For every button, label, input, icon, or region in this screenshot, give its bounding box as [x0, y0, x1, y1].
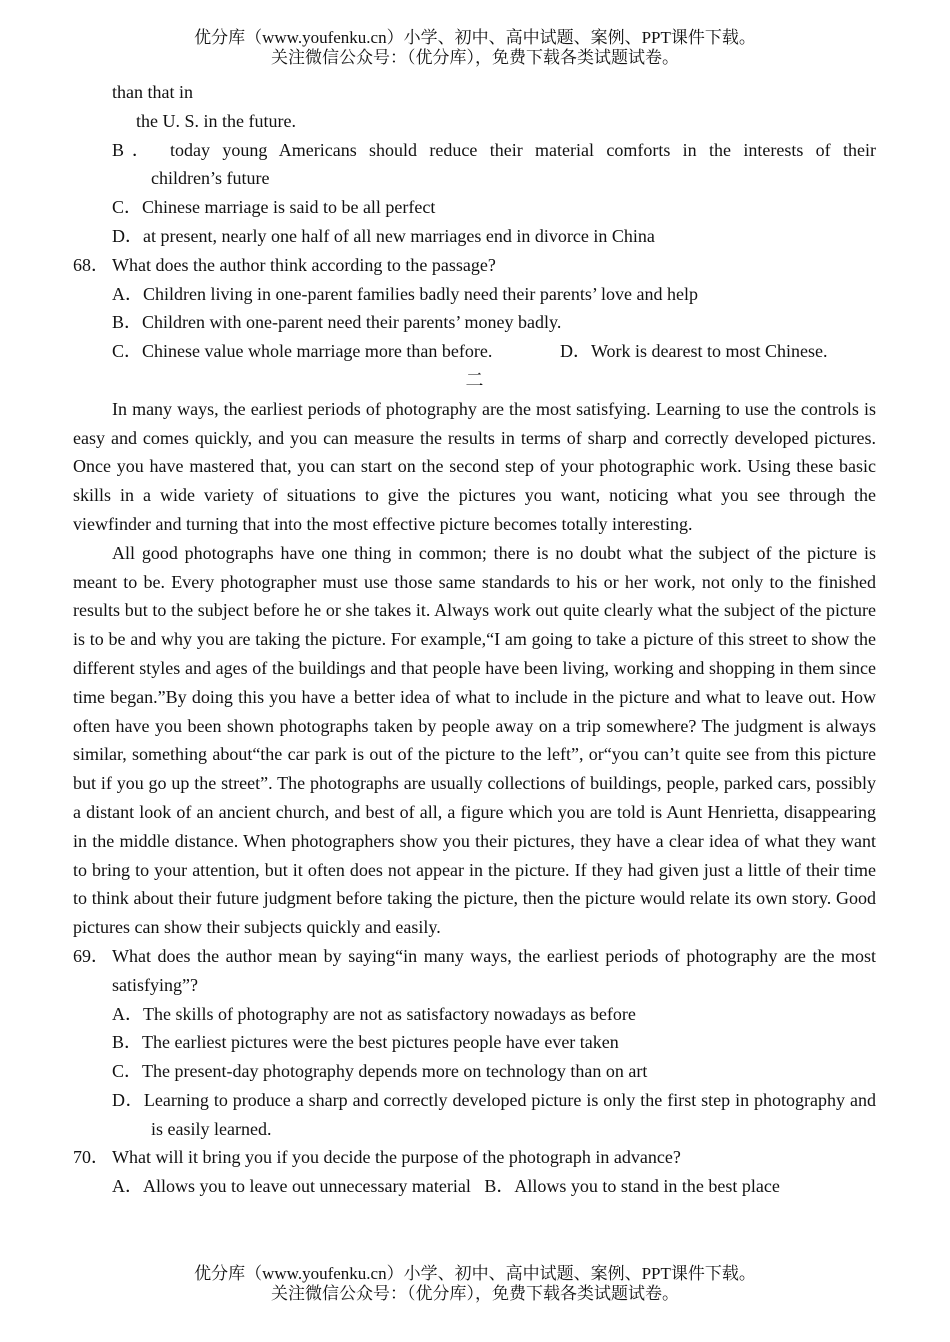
q69-option-c: C．The present-day photography depends more on technology than on art	[112, 1061, 648, 1082]
q68-number: 68．	[73, 254, 109, 275]
q69-option-a: A．The skills of photography are not as satisfactory nowadays as before	[112, 1003, 636, 1024]
section-mark: 二	[465, 369, 484, 390]
footer-line-1: 优分库（www.youfenku.cn）小学、初中、高中试题、案例、PPT课件下载。	[194, 1264, 756, 1283]
q68-option-c: C．Chinese value whole marriage more than before.	[112, 341, 493, 362]
q70-number: 70．	[73, 1147, 109, 1168]
q67-option-b-line-1	[112, 136, 876, 165]
footer-line-2: 关注微信公众号：（优分库），免费下载各类试题试卷。	[271, 1284, 679, 1303]
q68-option-d: D．Work is dearest to most Chinese.	[560, 341, 828, 362]
q68-option-b: B．Children with one-parent need their parents’ money badly.	[112, 312, 562, 333]
q67-option-b	[73, 136, 876, 194]
q68-options-cd	[73, 337, 876, 366]
passage-paragraph-2: All good photographs have one thing in common; there is no doubt what the subject of the picture is meant to be. Every photographer must use those same standards to his or her work, not only to the finished results but to the subject before he or she takes it. Always work out quite clearly what the subject of the picture is to be and why you are taking the picture. For example,“I am going to take a picture of this street to show the different styles and ages of the buildings and that people have been living, working and shopping in them since time began.”By doing this you have a better idea of what to include in the picture and what to leave out. How often have you been shown photographs taken by people away on a trip somewhere? The judgment is always similar, something about“the car park is out of the picture to the left”, or“you can’t quite see from this picture but if you go up the street”. The photographs are usually collections of buildings, people, parked cars, possibly a distant look of an ancient church, and best of all, a figure which you are told is Aunt Henrietta, disappearing in the middle distance. When photographers show you their pictures, they have a clear idea of what they want to bring to your attention, but it often does not appear in the picture. If they had given just a little of their time to think about their future judgment before taking the picture, then the picture would relate its own story. Good pictures can show their subjects quickly and easily.	[73, 542, 876, 938]
q69-option-d: D．Learning to produce a sharp and correctly developed picture is only the first step in photography and is easily learned.	[112, 1089, 876, 1139]
passage-paragraph-1: In many ways, the earliest periods of photography are the most satisfying. Learning to use the controls is easy and comes quickly, and you can measure the results in terms of sharp and correctly developed pictures. Once you have mastered that, you can start on the second step of your photographic work. Using these basic skills in a wide variety of situations to give the pictures you want, noticing what you see through the viewfinder and turning that into the most effective picture becomes totally interesting.	[73, 398, 876, 534]
q67-option-b-label: B．	[112, 139, 158, 160]
q69-text: What does the author mean by saying“in many ways, the earliest periods of photography are the most satisfying”?	[112, 945, 876, 995]
q67-option-b-text: today young Americans should reduce their material comforts in the interests of their	[170, 139, 876, 160]
q70-options-ab	[73, 1172, 876, 1201]
q67-option-c: C．Chinese marriage is said to be all perfect	[112, 197, 436, 218]
question-69	[73, 942, 876, 1000]
q70-option-a: A．Allows you to leave out unnecessary material	[112, 1176, 471, 1197]
question-68	[73, 251, 876, 280]
q69-option-b: B．The earliest pictures were the best pictures people have ever taken	[112, 1032, 619, 1053]
carry-over-line-1: than that in	[112, 82, 193, 102]
question-70	[73, 1143, 876, 1172]
carry-over-line-2: the U. S. in the future.	[136, 110, 296, 131]
header-line-1: 优分库（www.youfenku.cn）小学、初中、高中试题、案例、PPT课件下载。	[194, 28, 756, 47]
page-header	[0, 28, 950, 68]
header-line-2: 关注微信公众号：（优分库），免费下载各类试题试卷。	[271, 48, 679, 67]
q67-option-b-line-2: children’s future	[151, 168, 270, 189]
q68-option-a: A．Children living in one-parent families badly need their parents’ love and help	[112, 283, 698, 304]
page-footer	[0, 1264, 950, 1304]
document-body	[73, 78, 876, 1201]
q70-text: What will it bring you if you decide the purpose of the photograph in advance?	[112, 1147, 681, 1168]
q69-number: 69．	[73, 945, 109, 966]
q70-option-b: B．Allows you to stand in the best place	[484, 1176, 780, 1197]
q67-option-d: D．at present, nearly one half of all new marriages end in divorce in China	[112, 225, 655, 246]
q68-text: What does the author think according to the passage?	[112, 254, 496, 275]
